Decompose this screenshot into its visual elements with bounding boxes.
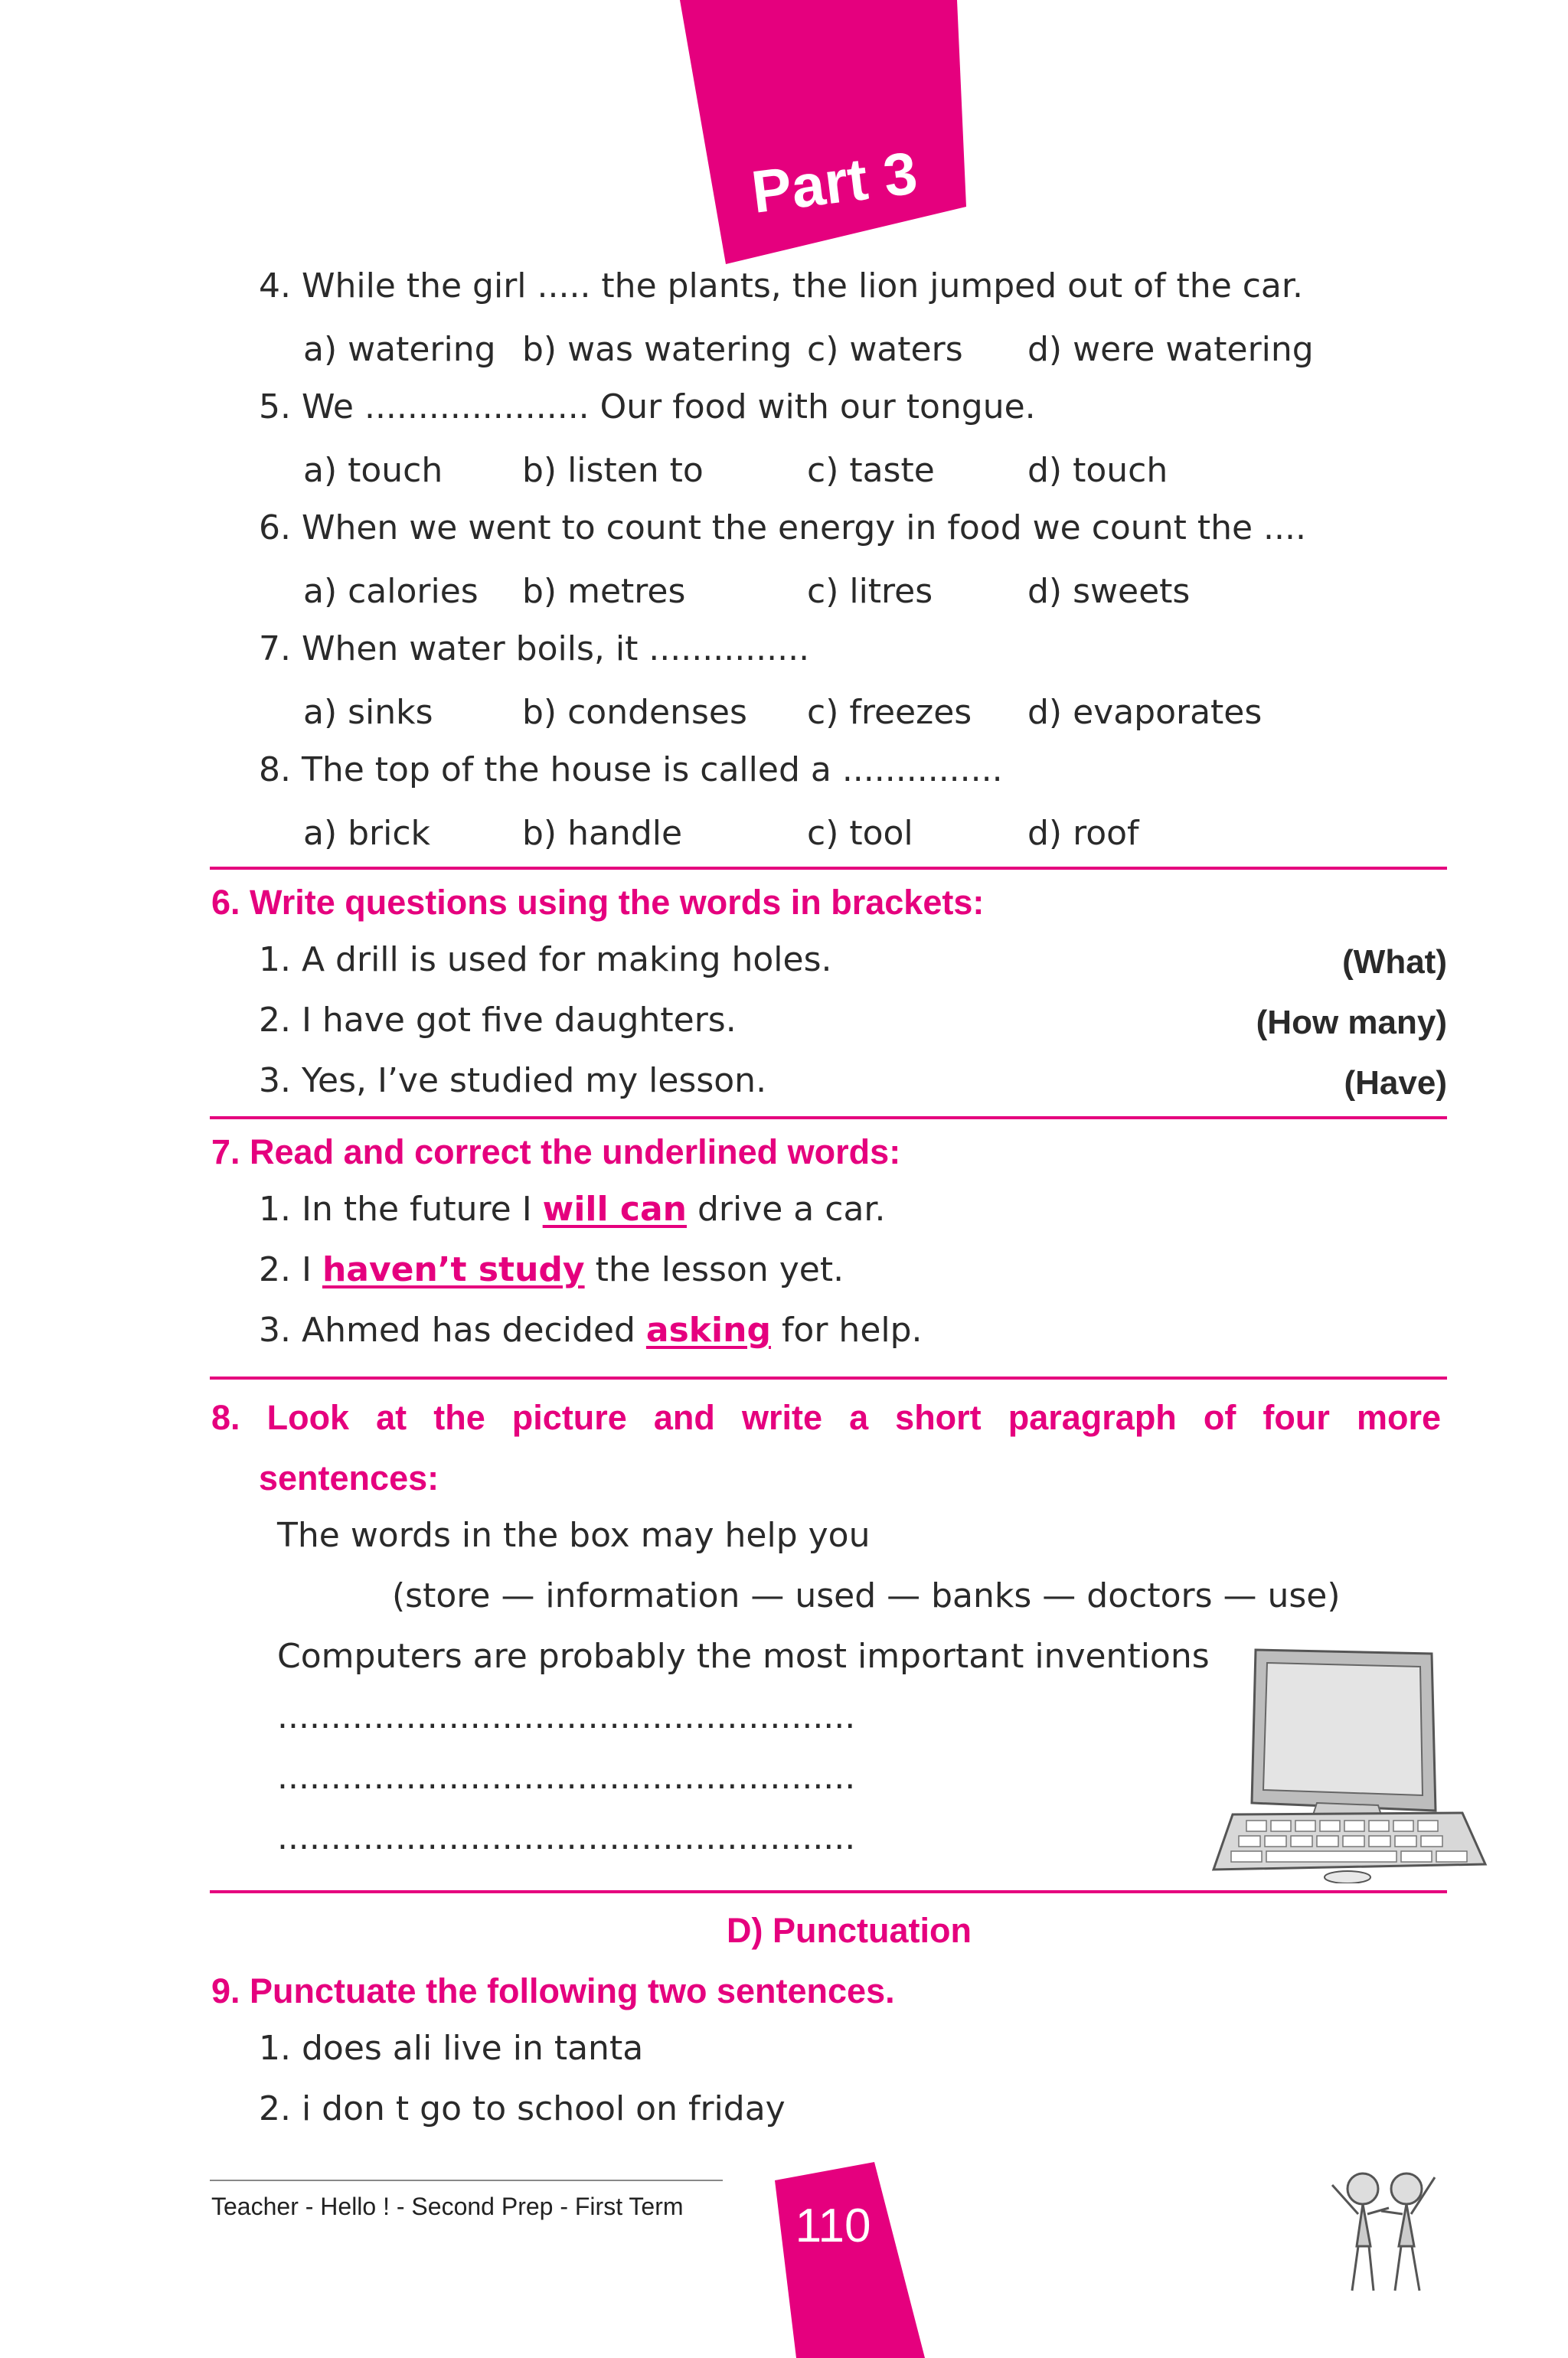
sentence-start: 3. Ahmed has decided (259, 1311, 646, 1350)
section-6-item: 3. Yes, I’ve studied my lesson. (259, 1061, 767, 1100)
option: c) litres (807, 572, 933, 611)
option: b) metres (522, 572, 686, 611)
option: d) touch (1027, 451, 1168, 490)
option: d) sweets (1027, 572, 1191, 611)
option: d) roof (1027, 814, 1139, 853)
sentence-start: 1. In the future I (259, 1190, 543, 1229)
bracket-word: (How many) (1256, 1004, 1447, 1041)
option: b) handle (522, 814, 683, 853)
sentence-start: 2. I (259, 1250, 322, 1289)
option: a) sinks (303, 693, 433, 732)
sentence-end: the lesson yet. (584, 1250, 844, 1289)
section-6-heading: 6. Write questions using the words in brackets: (211, 883, 985, 922)
option: b) was watering (522, 330, 792, 369)
option: a) brick (303, 814, 431, 853)
option: c) freezes (807, 693, 972, 732)
paragraph-starter: Computers are probably the most important inventions (277, 1637, 1210, 1676)
bracket-word: (Have) (1344, 1064, 1447, 1102)
sentence-end: drive a car. (686, 1190, 886, 1229)
question-4: 4. While the girl ..... the plants, the lion jumped out of the car. (259, 266, 1303, 305)
question-6: 6. When we went to count the energy in food we count the .... (259, 508, 1306, 547)
section-d-heading: D) Punctuation (727, 1911, 972, 1950)
kids-mascot-icon (1318, 2154, 1449, 2300)
question-8: 8. The top of the house is called a ............... (259, 750, 1003, 789)
option: d) evaporates (1027, 693, 1263, 732)
section-9-item: 1. does ali live in tanta (259, 2029, 644, 2068)
question-7: 7. When water boils, it ............... (259, 629, 810, 668)
part-label: Part 3 (747, 139, 921, 226)
sentence-end: for help. (770, 1311, 923, 1350)
option: c) tool (807, 814, 913, 853)
underlined-word: haven’t study (322, 1250, 585, 1289)
option: b) condenses (522, 693, 747, 732)
option: b) listen to (522, 451, 704, 490)
option: c) taste (807, 451, 935, 490)
blank-line[interactable]: ...................................................... (277, 1758, 856, 1797)
section-9-item: 2. i don t go to school on friday (259, 2089, 786, 2128)
underlined-word: asking (645, 1311, 771, 1350)
footer-book-title: Teacher - Hello ! - Second Prep - First Term (211, 2193, 684, 2220)
section-9-heading: 9. Punctuate the following two sentences. (211, 1971, 895, 2010)
page-number: 110 (795, 2200, 871, 2252)
blank-line[interactable]: ...................................................... (277, 1697, 856, 1736)
blank-line[interactable]: ...................................................... (277, 1818, 856, 1857)
option: a) watering (303, 330, 496, 369)
option: a) calories (303, 572, 479, 611)
section-8-heading-continued: sentences: (259, 1458, 439, 1497)
section-6-item: 2. I have got five daughters. (259, 1001, 737, 1040)
section-7-heading: 7. Read and correct the underlined words: (211, 1132, 901, 1171)
option: d) were watering (1027, 330, 1314, 369)
word-box: (store — information — used — banks — doctors — use) (392, 1576, 1341, 1615)
question-5: 5. We ..................... Our food with our tongue. (259, 387, 1036, 426)
word-box-intro: The words in the box may help you (277, 1516, 871, 1555)
bracket-word: (What) (1342, 943, 1447, 981)
section-6-item: 1. A drill is used for making holes. (259, 940, 832, 979)
section-8-heading: 8. Look at the picture and write a short paragraph of four more (211, 1398, 1441, 1437)
option: c) waters (807, 330, 963, 369)
option: a) touch (303, 451, 443, 490)
underlined-word: will can (542, 1190, 687, 1229)
